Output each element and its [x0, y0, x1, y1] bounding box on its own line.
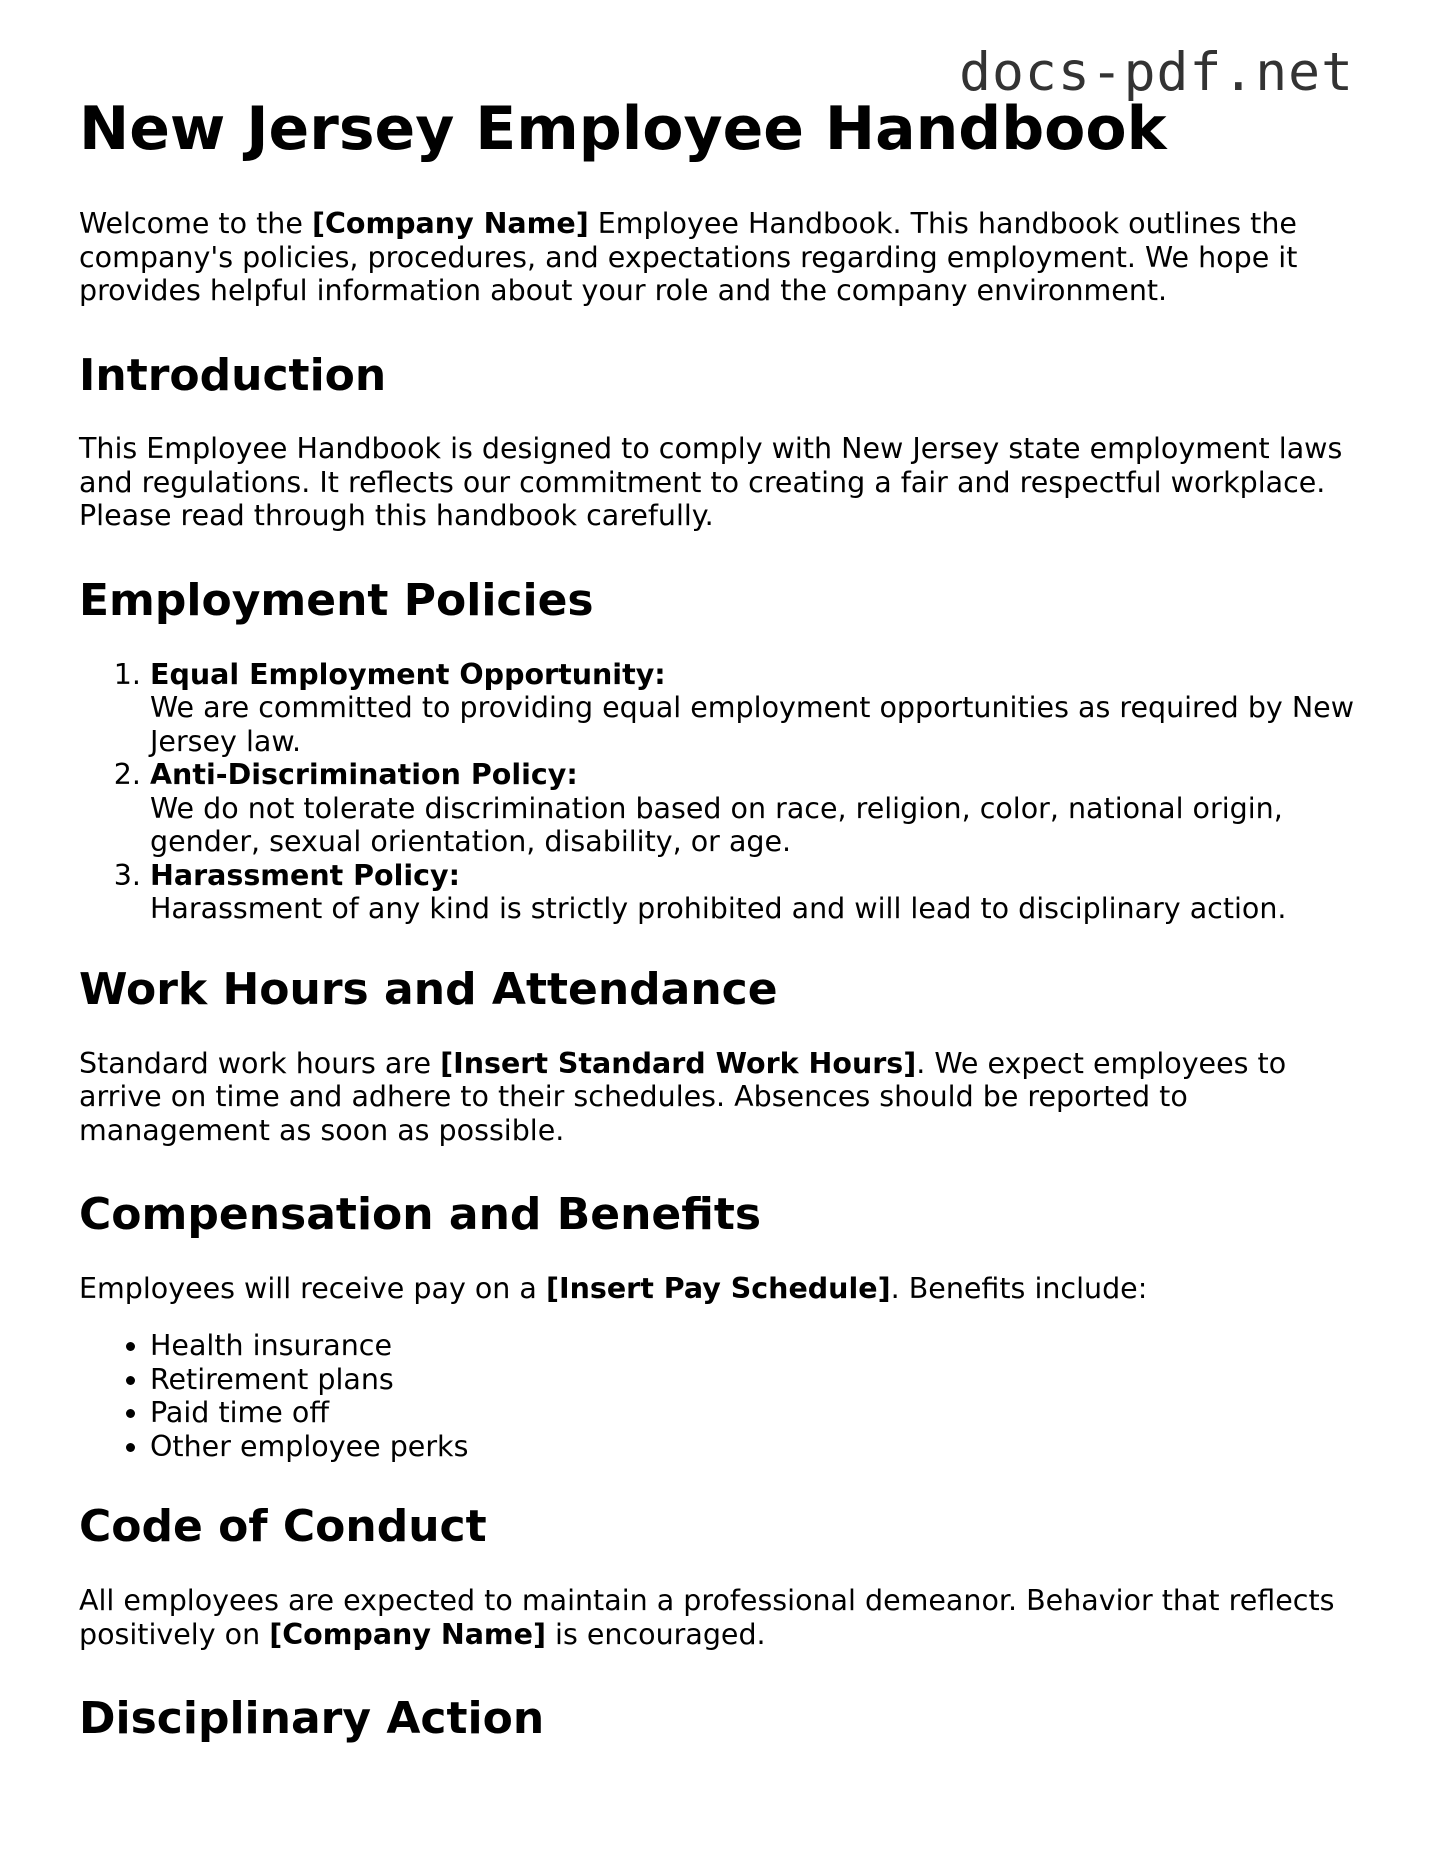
benefit-item: • Retirement plans [150, 1363, 1369, 1397]
welcome-text-end: Employee Handbook. This handbook outlines the company's policies, procedures, and expectations regarding employment. We hope it provides helpful information about your role and the company environment. [79, 207, 1298, 308]
document-title: New Jersey Employee Handbook [79, 94, 1167, 164]
policies-list [79, 658, 1369, 926]
compensation-paragraph [79, 1272, 1369, 1306]
company-name-placeholder: [Company Name] [311, 207, 589, 241]
company-name-placeholder: [Company Name] [269, 1617, 546, 1651]
watermark: docs-pdf.net [959, 42, 1354, 103]
policy-title: Equal Employment Opportunity: [150, 657, 666, 691]
welcome-text-start: Welcome to the [79, 207, 312, 241]
policy-title: Anti-Discrimination Policy: [150, 758, 578, 792]
employment-policies-heading: Employment Policies [79, 574, 594, 626]
document-page [79, 96, 1369, 1776]
work-hours-heading: Work Hours and Attendance [79, 963, 778, 1015]
work-hours-text-start: Standard work hours are [79, 1046, 441, 1080]
introduction-heading: Introduction [79, 349, 387, 401]
policy-item [150, 859, 1369, 926]
conduct-text-end: is encouraged. [545, 1617, 766, 1651]
disciplinary-action-heading: Disciplinary Action [79, 1693, 545, 1745]
code-of-conduct-paragraph [79, 1584, 1369, 1651]
pay-schedule-placeholder: [Insert Pay Schedule] [545, 1271, 891, 1305]
policy-item [150, 658, 1369, 759]
benefit-item: • Other employee perks [150, 1430, 1369, 1464]
code-of-conduct-heading: Code of Conduct [79, 1501, 487, 1553]
work-hours-placeholder: [Insert Standard Work Hours] [440, 1046, 917, 1080]
benefits-list [79, 1329, 1369, 1463]
welcome-paragraph [79, 207, 1369, 308]
policy-item [150, 758, 1369, 859]
conduct-text-start: All employees are expected to maintain a professional demeanor. Behavior that reflects positively on [79, 1584, 1335, 1651]
benefit-item: • Health insurance [150, 1329, 1369, 1363]
benefit-item: • Paid time off [150, 1396, 1369, 1430]
policy-text: Harassment of any kind is strictly prohibited and will lead to disciplinary action. [150, 892, 1287, 926]
compensation-text-end: . Benefits include: [890, 1271, 1148, 1305]
policy-text: We do not tolerate discrimination based on race, religion, color, national origin, gender, sexual orientation, disability, or age. [150, 791, 1283, 859]
introduction-paragraph: This Employee Handbook is designed to comply with New Jersey state employment laws and regulations. It reflects our commitment to creating a fair and respectful workplace. Please read through this handbook carefully. [79, 432, 1343, 533]
compensation-text-start: Employees will receive pay on a [79, 1271, 546, 1305]
work-hours-paragraph [79, 1047, 1369, 1148]
policy-title: Harassment Policy: [150, 858, 461, 892]
policy-text: We are committed to providing equal employment opportunities as required by New Jersey law. [150, 691, 1355, 758]
compensation-heading: Compensation and Benefits [79, 1189, 762, 1241]
work-hours-text-end: . We expect employees to arrive on time and adhere to their schedules. Absences should be reported to management as soon as possible. [79, 1046, 1287, 1147]
